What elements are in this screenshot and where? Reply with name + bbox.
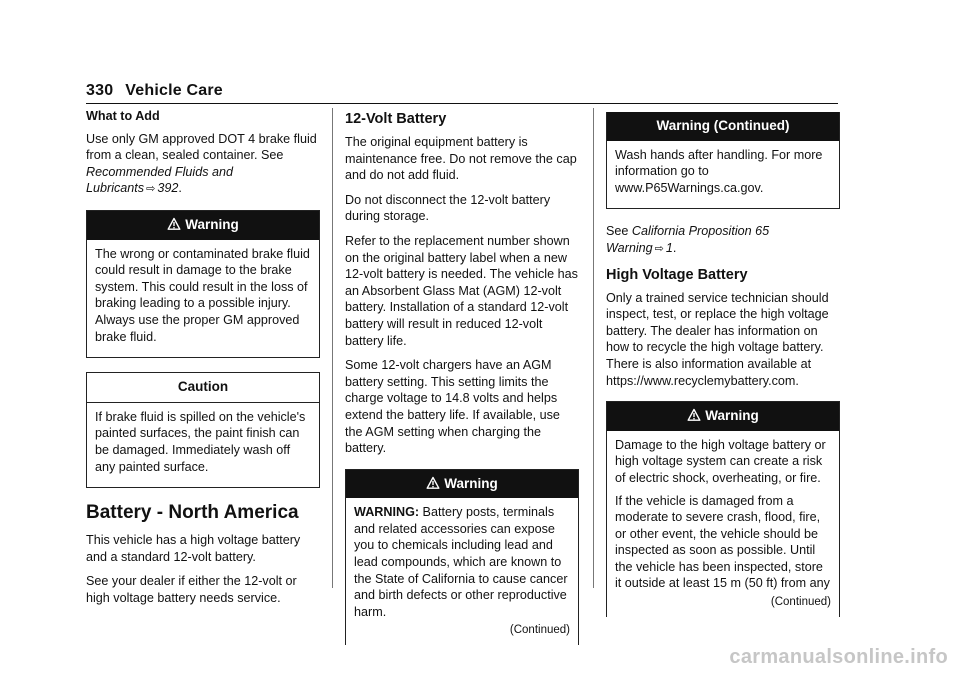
warning-text [354, 504, 570, 620]
warning-text-1: Damage to the high voltage battery or high voltage system can create a risk of electric shock, overheating, or fire. [615, 437, 826, 485]
page-number: 330 [86, 82, 114, 99]
warning-text-2: If the vehicle is damaged from a moderate to severe crash, flood, fire, or other event, the vehicle should be inspected as soon as possible. Until the vehicle has been inspected, store it outside at least 15 m (50 ft) from any [615, 493, 830, 591]
para-end: . [672, 240, 677, 255]
xref-page-392[interactable]: 392 [157, 181, 179, 196]
replacement-paragraph: Refer to the replacement number shown on the original battery label when a new 12-volt battery is needed. The vehicle has an Absorbent Glass Mat (AGM) 12-volt battery. Installation of a standard 12-volt battery will result in reduced 12-volt battery life. [345, 233, 578, 348]
caution-box-brake-fluid [86, 372, 320, 488]
column-1 [86, 108, 320, 614]
warning-body-text: Battery posts, terminals and related accessories can expose you to chemicals including lead and lead compounds, which are known to the State of California to cause cancer and birth defects or other reproductive harm. [354, 505, 568, 619]
column-3 [606, 108, 840, 617]
header-rule [86, 103, 838, 104]
warning-icon [167, 217, 181, 231]
heading-12-volt-battery: 12-Volt Battery [345, 111, 447, 127]
warning-title: Warning [444, 475, 498, 491]
storage-paragraph: Do not disconnect the 12-volt battery during storage. [345, 192, 551, 224]
page-arrow-icon: ⇨ [654, 242, 664, 255]
warning-continued-text: Wash hands after handling. For more information go to www.P65Warnings.ca.gov. [615, 147, 823, 195]
warning-header [87, 211, 319, 240]
warning-lead: WARNING: [354, 505, 420, 520]
continued-label: (Continued) [509, 624, 570, 637]
xref-fluids-link[interactable]: Recommended Fluids and Lubricants [86, 164, 234, 196]
warning-title: Warning [705, 408, 759, 424]
column-divider-2 [593, 108, 594, 588]
warning-continued-header: Warning (Continued) [607, 112, 839, 141]
section-title: Vehicle Care [125, 82, 223, 99]
warning-text: The wrong or contaminated brake fluid could result in damage to the brake system. This could result in the loss of braking leading to a possible injury. Always use the proper GM approved brake fluid. [95, 246, 310, 344]
caution-header: Caution [87, 373, 319, 403]
warning-box-high-voltage [606, 401, 840, 617]
warning-body [87, 240, 319, 358]
warning-box-battery [345, 469, 579, 645]
warning-icon [687, 408, 701, 422]
warning-title: Warning [185, 216, 239, 232]
page-header [86, 82, 838, 104]
warning-body [346, 498, 578, 645]
column-2 [345, 108, 579, 645]
see-prefix: See [606, 224, 632, 239]
battery-intro-paragraph: This vehicle has a high voltage battery and a standard 12-volt battery. [86, 533, 301, 564]
warning-body [607, 431, 839, 617]
high-voltage-paragraph: Only a trained service technician should inspect, test, or replace the high voltage battery. The dealer has information on how to recycle the high voltage battery. There is also information available at https://www.recyclemybattery.com. [606, 290, 829, 388]
heading-high-voltage-battery: High Voltage Battery [606, 266, 748, 283]
warning-icon [426, 476, 440, 490]
brake-fluid-text: Use only GM approved DOT 4 brake fluid from a clean, sealed container. See [86, 131, 317, 163]
column-divider-1 [332, 108, 333, 588]
header-text [86, 82, 838, 100]
warning-continued-body [607, 141, 839, 209]
watermark-text: carmanualsonline.info [729, 646, 948, 668]
warning-header [346, 470, 578, 499]
battery-service-paragraph: See your dealer if either the 12-volt or high voltage battery needs service. [86, 574, 297, 605]
charger-paragraph: Some 12-volt chargers have an AGM battery setting. This setting limits the charge voltage to 14.8 volts and helps extend the battery life. If available, use the AGM setting when charging the battery. [345, 358, 560, 456]
caution-text: If brake fluid is spilled on the vehicle's painted surfaces, the paint finish can be damaged. Immediately wash off any painted surface. [95, 409, 306, 474]
para-end: . [178, 181, 182, 196]
warning-box-continued [606, 112, 840, 209]
section-heading-battery: Battery - North America [86, 502, 299, 524]
continued-label: (Continued) [770, 596, 831, 609]
xref-prop65-link[interactable]: California Proposition 65 Warning [606, 224, 770, 255]
caution-body [87, 403, 319, 487]
subhead-what-to-add: What to Add [86, 109, 160, 123]
prop65-reference [606, 223, 840, 257]
xref-page-1[interactable]: 1 [665, 240, 673, 255]
maintenance-paragraph: The original equipment battery is maintenance free. Do not remove the cap and do not add fluid. [345, 135, 577, 183]
brake-fluid-paragraph [86, 131, 320, 198]
warning-box-brake-fluid [86, 210, 320, 358]
warning-header [607, 402, 839, 431]
page-arrow-icon: ⇨ [146, 183, 156, 196]
